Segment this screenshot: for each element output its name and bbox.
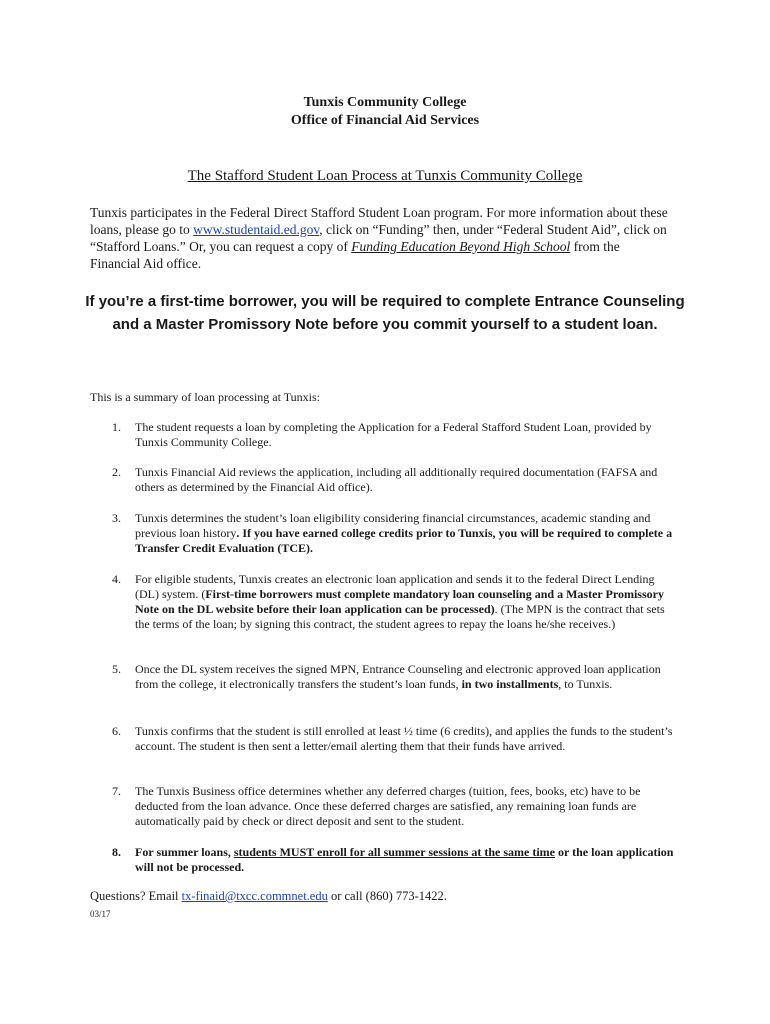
contact-text-pre: Questions? Email (90, 889, 182, 903)
list-item-text (135, 511, 680, 556)
list-item-text: Tunxis Financial Aid reviews the application, including all additionally required documentation (FAFSA and others as determined by the Financial Aid office). (135, 465, 658, 494)
list-item-text-plain: , to Tunxis. (558, 677, 613, 691)
list-item-number: 6. (112, 724, 121, 738)
list-item-text-bold: or the loan application will not be processed. (135, 845, 674, 874)
list-item-number: 1. (112, 420, 121, 434)
intro-paragraph (90, 204, 670, 272)
list-item-text: The student requests a loan by completing the Application for a Federal Stafford Student Loan, provided by Tunxis Community College. (135, 420, 652, 449)
list-item-number: 4. (112, 572, 121, 586)
list-item-text-bold: in two installments (461, 677, 559, 691)
list-item-text-bold: . If you have earned college credits prior to Tunxis, you will be required to complete a Transfer Credit Evaluation (TCE). (135, 526, 673, 555)
intro-text-3: from the Financial Aid office. (90, 239, 620, 271)
document-title: The Stafford Student Loan Process at Tunxis Community College (187, 168, 583, 184)
list-item-text-plain: Tunxis determines the student’s loan eligibility considering financial circumstances, academic standing and previous loan history (135, 511, 651, 540)
list-item-number: 2. (112, 465, 121, 479)
list-item-text-bold: For summer loans, (135, 845, 234, 859)
list-item-text-plain: For eligible students, Tunxis creates an electronic loan application and sends it to the federal Direct Lending (DL) system. ( (135, 572, 655, 601)
list-item-text (135, 662, 680, 692)
list-item-text-plain: . (The MPN is the contract that sets the terms of the loan; by signing this contract, the student agrees to repay the loans he/she receives.) (135, 602, 665, 631)
revision-date: 03/17 (90, 909, 111, 919)
intro-text-1: Tunxis participates in the Federal Direct Stafford Student Loan program. For more information about these loans, please go to (90, 205, 668, 237)
contact-line (90, 889, 447, 904)
list-item-number: 5. (112, 662, 121, 676)
list-item-text (135, 572, 680, 632)
list-item-number: 3. (112, 511, 121, 525)
studentaid-link[interactable]: www.studentaid.ed.gov (193, 222, 320, 237)
list-item-number: 8. (112, 845, 121, 859)
list-item-number: 7. (112, 784, 121, 798)
list-item-text-bold-underlined: students MUST enroll for all summer sessions at the same time (233, 845, 555, 859)
email-link[interactable]: tx-finaid@txcc.commnet.edu (181, 889, 328, 903)
first-time-borrower-warning: If you’re a first-time borrower, you will be required to complete Entrance Counseling and a Master Promissory Note before you commit yourself to a student loan. (85, 293, 685, 333)
list-item-text (135, 845, 680, 875)
book-title: Funding Education Beyond High School (351, 239, 571, 254)
list-item-text-bold: First-time borrowers must complete mandatory loan counseling and a Master Promissory Note on the DL website before their loan application can be processed) (135, 587, 664, 616)
summary-intro: This is a summary of loan processing at Tunxis: (90, 390, 320, 404)
contact-text-post: or call (860) 773-1422. (327, 889, 447, 903)
list-item-text: The Tunxis Business office determines whether any deferred charges (tuition, fees, books, etc) have to be deducted from the loan advance. Once these deferred charges are satisfied, any remaining loan funds are automatically paid by check or direct deposit and sent to the student. (135, 784, 641, 828)
list-item-text: Tunxis confirms that the student is still enrolled at least ½ time (6 credits), and applies the funds to the student’s account. The student is then sent a letter/email alerting them that their funds have arrived. (135, 724, 673, 753)
office-name: Office of Financial Aid Services (290, 113, 480, 128)
college-name: Tunxis Community College (303, 95, 467, 110)
list-item-text-plain: Once the DL system receives the signed MPN, Entrance Counseling and electronic approved loan application from the college, it electronically transfers the student’s loan funds, (135, 662, 661, 691)
intro-text-2: , click on “Funding” then, under “Federal Student Aid”, click on “Stafford Loans.” Or, you can request a copy of (90, 222, 667, 254)
